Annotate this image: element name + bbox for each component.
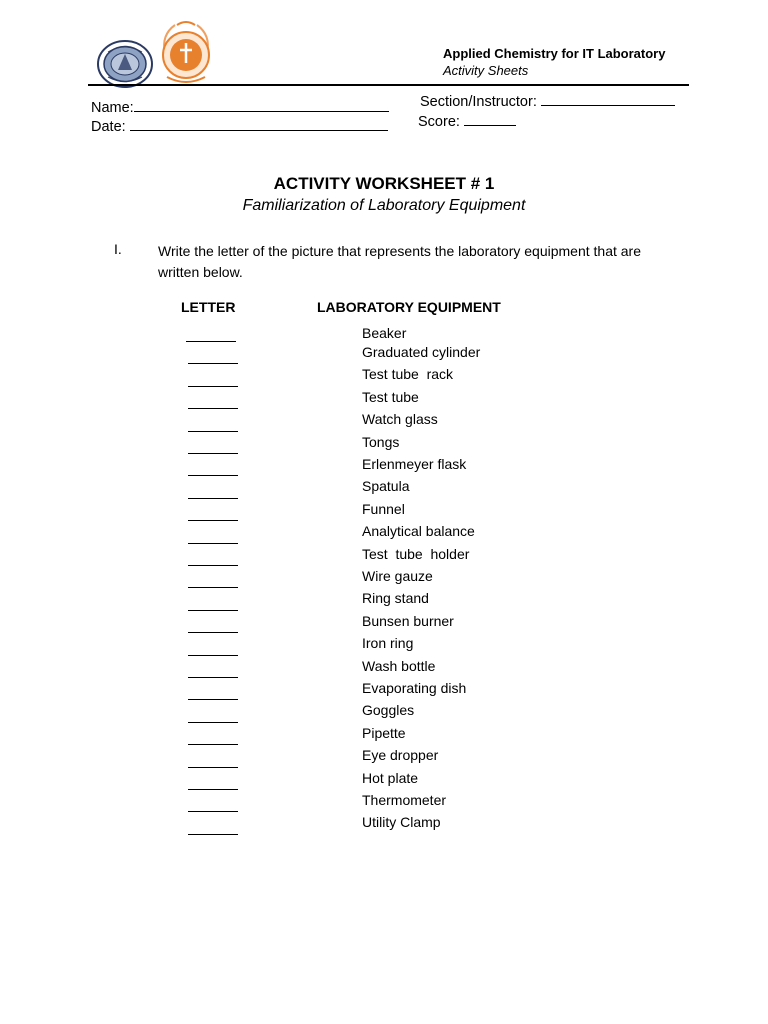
- name-field[interactable]: [91, 97, 389, 116]
- name-label: Name:: [91, 100, 134, 116]
- equipment-item: Analytical balance: [362, 523, 475, 539]
- worksheet-title: ACTIVITY WORKSHEET # 1: [273, 174, 495, 193]
- equipment-item: Ring stand: [362, 590, 429, 606]
- equipment-item: Pipette: [362, 725, 406, 741]
- equipment-item: Eye dropper: [362, 747, 439, 763]
- equipment-item: Evaporating dish: [362, 680, 467, 696]
- answer-blank[interactable]: [188, 789, 238, 790]
- section-instruction: Write the letter of the picture that represents the laboratory equipment that are written below.: [158, 243, 642, 280]
- equipment-item: Test tube holder: [362, 546, 470, 562]
- answer-blank[interactable]: [188, 767, 238, 768]
- equipment-column-header: LABORATORY EQUIPMENT: [317, 299, 501, 315]
- equipment-item: Hot plate: [362, 770, 419, 786]
- date-field[interactable]: [91, 116, 388, 135]
- answer-blank[interactable]: [188, 543, 238, 544]
- section-instructor-label: Section/Instructor:: [420, 94, 541, 110]
- header-divider: [88, 84, 689, 86]
- university-seal-icon: [96, 40, 154, 88]
- equipment-item: Test tube: [362, 389, 419, 405]
- answer-blank[interactable]: [188, 811, 238, 812]
- answer-blank[interactable]: [188, 699, 238, 700]
- answer-blank[interactable]: [188, 520, 238, 521]
- score-field[interactable]: [418, 111, 516, 130]
- answer-blank[interactable]: [188, 744, 238, 745]
- equipment-item: Goggles: [362, 702, 415, 718]
- worksheet-subtitle: Familiarization of Laboratory Equipment: [242, 197, 526, 214]
- answer-blank[interactable]: [188, 632, 238, 633]
- letter-column-header: LETTER: [181, 299, 236, 315]
- course-subtitle: Activity Sheets: [443, 63, 529, 78]
- equipment-item: Thermometer: [362, 792, 447, 808]
- answer-blank[interactable]: [188, 587, 238, 588]
- answer-blank[interactable]: [188, 722, 238, 723]
- answer-blank[interactable]: [188, 386, 238, 387]
- answer-blank[interactable]: [188, 834, 238, 835]
- answer-blank[interactable]: [188, 565, 238, 566]
- answer-blank[interactable]: [188, 475, 238, 476]
- answer-blank[interactable]: [188, 363, 238, 364]
- answer-blank[interactable]: [188, 677, 238, 678]
- equipment-item: Spatula: [362, 478, 410, 494]
- section-instructor-blank[interactable]: [541, 91, 675, 106]
- equipment-item: Test tube rack: [362, 366, 454, 382]
- name-blank[interactable]: [134, 97, 389, 112]
- date-blank[interactable]: [130, 116, 388, 131]
- section-instructor-field[interactable]: [420, 91, 675, 110]
- section-numeral: I.: [114, 241, 122, 257]
- score-blank[interactable]: [464, 111, 516, 126]
- answer-blank[interactable]: [188, 453, 238, 454]
- answer-blank[interactable]: [188, 431, 238, 432]
- answer-blank[interactable]: [186, 341, 236, 342]
- equipment-item: Bunsen burner: [362, 613, 454, 629]
- equipment-item: Wash bottle: [362, 658, 436, 674]
- equipment-item: Iron ring: [362, 635, 414, 651]
- equipment-item: Tongs: [362, 434, 400, 450]
- course-title: Applied Chemistry for IT Laboratory: [443, 46, 666, 61]
- equipment-item: Beaker: [362, 325, 407, 341]
- answer-blank[interactable]: [188, 655, 238, 656]
- answer-blank[interactable]: [188, 498, 238, 499]
- equipment-item: Graduated cylinder: [362, 344, 481, 360]
- equipment-item: Erlenmeyer flask: [362, 456, 467, 472]
- answer-blank[interactable]: [188, 610, 238, 611]
- equipment-item: Utility Clamp: [362, 814, 441, 830]
- date-label: Date:: [91, 119, 130, 135]
- equipment-item: Wire gauze: [362, 568, 433, 584]
- score-label: Score:: [418, 114, 464, 130]
- answer-blank[interactable]: [188, 408, 238, 409]
- equipment-item: Funnel: [362, 501, 405, 517]
- equipment-item: Watch glass: [362, 411, 438, 427]
- college-seal-icon: [157, 17, 215, 87]
